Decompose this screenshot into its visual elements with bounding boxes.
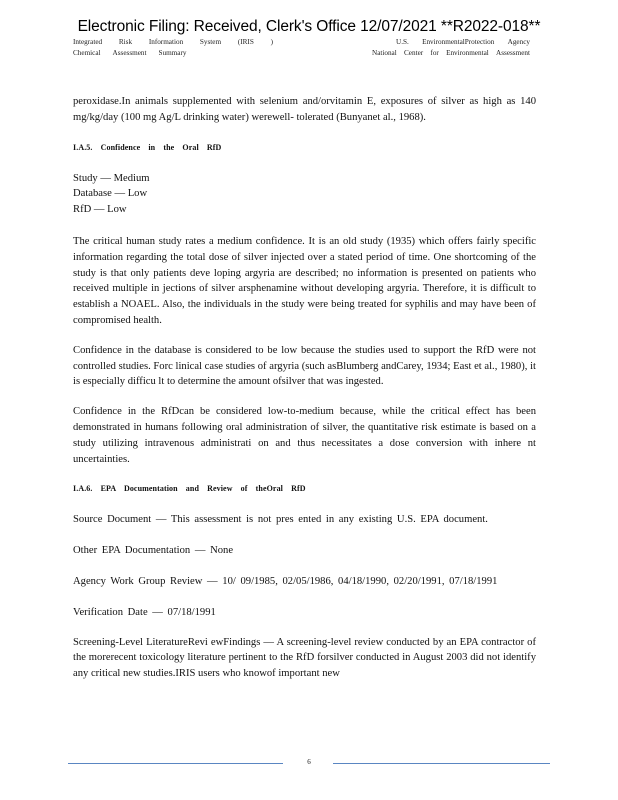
source-document: Source Document — This assessment is not pres ented in any existing U.S. EPA document.	[73, 514, 488, 526]
verification-date: Verification Date — 07/18/1991	[73, 606, 216, 618]
header-right-line-1	[372, 37, 530, 48]
document-body	[73, 94, 536, 682]
confidence-ratings	[73, 171, 536, 218]
header-right-line-2	[372, 48, 530, 59]
header-word: Integrated	[73, 38, 103, 46]
header-word: Chemical	[73, 49, 101, 57]
header-word: EnvironmentalProtection	[422, 38, 495, 46]
header-word: )	[270, 38, 273, 46]
section-heading-documentation: I.A.6. EPA Documentation and Review of theOral RfD	[73, 484, 306, 494]
header-word: U.S.	[396, 38, 409, 46]
confidence-paragraph-database: Confidence in the database is considered to be low because the studies used to support the RfD were not controlled studies. Forc linical case studies of argyria (such asBlumberg andCarey, 1934; East et al., 1980), it is especially difficu lt to determine the amount ofsilver that was ingested.	[73, 344, 536, 388]
header-left-line-1	[73, 37, 273, 48]
header-word: Environmental	[446, 49, 489, 57]
running-header-right	[372, 37, 530, 59]
running-header-left	[73, 37, 273, 59]
intro-paragraph: peroxidase.In animals supplemented with selenium and/orvitamin E, exposures of silver as high as 140 mg/kg/day (100 mg Ag/L drinking water) werewell- tolerated (Bunyanet al., 1968).	[73, 96, 536, 123]
header-word: Summary	[158, 49, 187, 57]
rating-database: Database — Low	[73, 188, 148, 200]
section-heading-confidence: I.A.5. Confidence in the Oral RfD	[73, 142, 222, 152]
header-left-line-2	[73, 48, 273, 59]
screening-level-findings: Screening-Level LiteratureRevi ewFindings — A screening-level review conducted by an EPA contractor of the morerecent toxicology literature pertinent to the RfD forsilver conducted in August 2003 did not identify any critical new studies.IRIS users who knowof important new	[73, 636, 536, 680]
page-footer	[68, 758, 550, 770]
header-word: Agency	[507, 38, 530, 46]
rating-study: Study — Medium	[73, 172, 150, 184]
rating-rfd: RfD — Low	[73, 204, 127, 216]
filing-stamp: Electronic Filing: Received, Clerk's Office 12/07/2021 **R2022-018**	[77, 18, 541, 35]
header-word: Assessment	[112, 49, 147, 57]
confidence-paragraph-study: The critical human study rates a medium confidence. It is an old study (1935) which offers fairly specific information regarding the total dose of silver injected over a stated period of time. One shortcoming of the study is that only patients deve loping argyria are described; no information is presented on patients who received multiple in jections of silver arsphenamine without developing argyria. Therefore, it is difficult to establish a NOAEL. Also, the individuals in the study were being treated for syphilis and may have been of compromised health.	[73, 235, 536, 326]
header-word: Information	[148, 38, 184, 46]
page-number: 6	[307, 758, 311, 766]
header-word: Center	[404, 49, 424, 57]
header-word: (IRIS	[237, 38, 254, 46]
header-word: Assessment	[496, 49, 530, 57]
header-word: System	[199, 38, 222, 46]
confidence-paragraph-rfd: Confidence in the RfDcan be considered low-to-medium because, while the critical effect has been demonstrated in humans following oral administration of silver, the quantitative risk estimate is based on a study utilizing intravenous administrati on and thus necessitates a dose conversion with inhere nt uncertainties.	[73, 406, 536, 465]
other-epa-documentation: Other EPA Documentation — None	[73, 545, 234, 557]
footer-rule-right	[333, 763, 550, 764]
agency-work-group-review: Agency Work Group Review — 10/ 09/1985, 02/05/1986, 04/18/1990, 02/20/1991, 07/18/1991	[73, 575, 498, 587]
header-word: National	[372, 49, 397, 57]
header-word: Risk	[118, 38, 133, 46]
header-word: for	[430, 49, 439, 57]
